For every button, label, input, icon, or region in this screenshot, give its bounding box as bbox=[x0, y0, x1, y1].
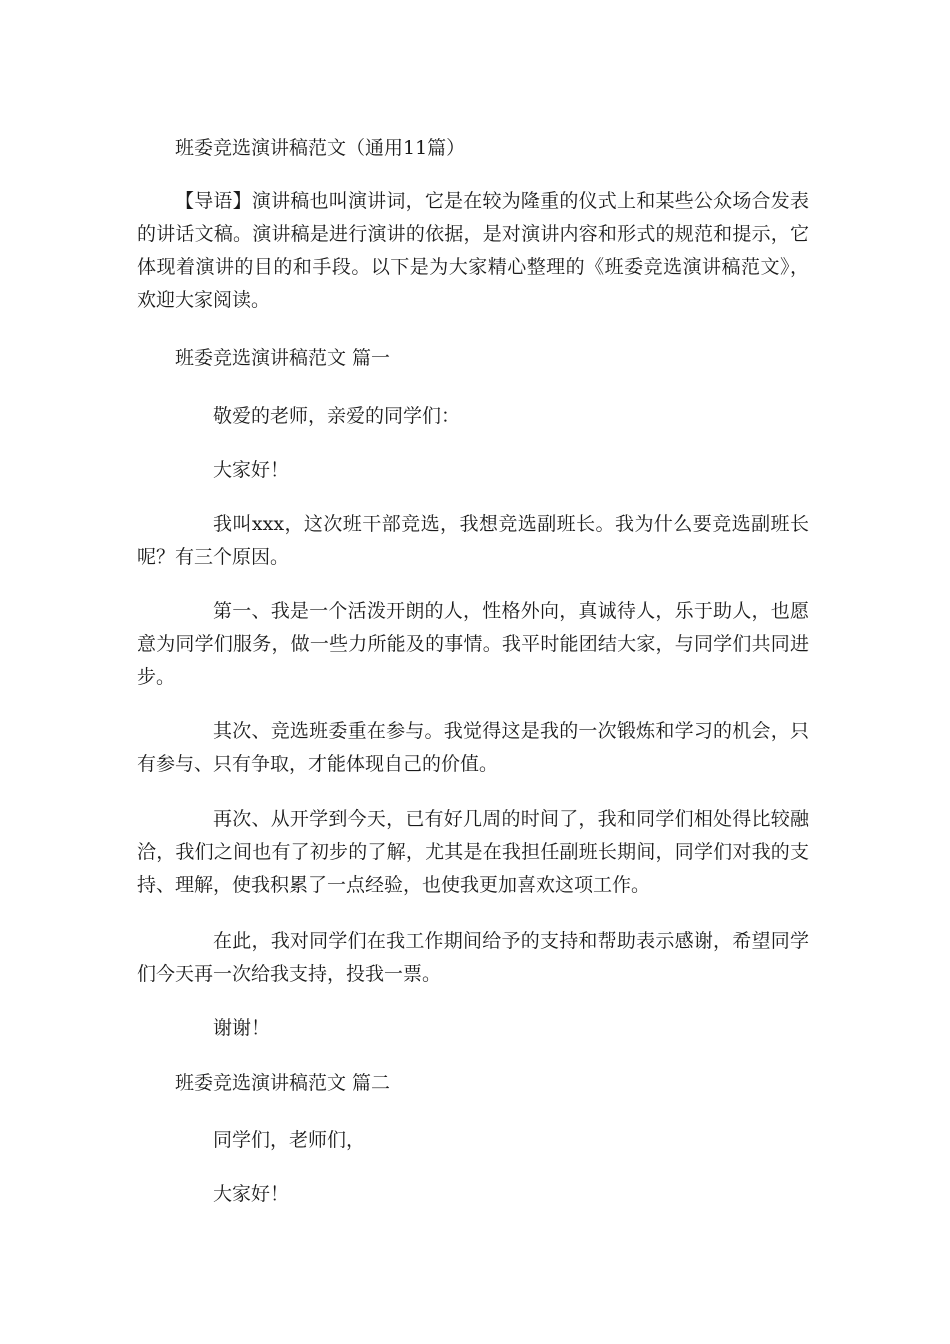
hello-1: 大家好！ bbox=[213, 459, 290, 481]
paragraph-3: 其次、竞选班委重在参与。我觉得这是我的一次锻炼和学习的机会，只有参与、只有争取，才能体现自己的价值。 bbox=[137, 720, 809, 775]
paragraph-4: 再次、从开学到今天，已有好几周的时间了，我和同学们相处得比较融洽，我们之间也有了初步的了解，尤其是在我担任副班长期间，同学们对我的支持、理解，使我积累了一点经验，也使我更加喜欢这项工作。 bbox=[137, 808, 809, 896]
paragraph-1: 我叫xxx，这次班干部竞选，我想竞选副班长。我为什么要竞选副班长呢？有三个原因。 bbox=[137, 513, 809, 568]
paragraph-5: 在此，我对同学们在我工作期间给予的支持和帮助表示感谢，希望同学们今天再一次给我支持，投我一票。 bbox=[137, 930, 809, 985]
section-heading-2: 班委竞选演讲稿范文 篇二 bbox=[175, 1072, 391, 1094]
hello-2: 大家好！ bbox=[213, 1183, 290, 1205]
section-heading-1: 班委竞选演讲稿范文 篇一 bbox=[175, 347, 391, 369]
greeting-2: 同学们，老师们， bbox=[213, 1129, 366, 1151]
intro-paragraph: 【导语】演讲稿也叫演讲词，它是在较为隆重的仪式上和某些公众场合发表的讲话文稿。演讲稿是进行演讲的依据，是对演讲内容和形式的规范和提示，它体现着演讲的目的和手段。以下是为大家精心整理的《班委竞选演讲稿范文》，欢迎大家阅读。 bbox=[137, 190, 809, 311]
thanks-1: 谢谢！ bbox=[213, 1017, 271, 1039]
document-title: 班委竞选演讲稿范文（通用11篇） bbox=[175, 137, 466, 159]
greeting-1: 敬爱的老师，亲爱的同学们： bbox=[213, 405, 461, 427]
paragraph-2: 第一、我是一个活泼开朗的人，性格外向，真诚待人，乐于助人，也愿意为同学们服务，做一些力所能及的事情。我平时能团结大家，与同学们共同进步。 bbox=[137, 600, 809, 688]
